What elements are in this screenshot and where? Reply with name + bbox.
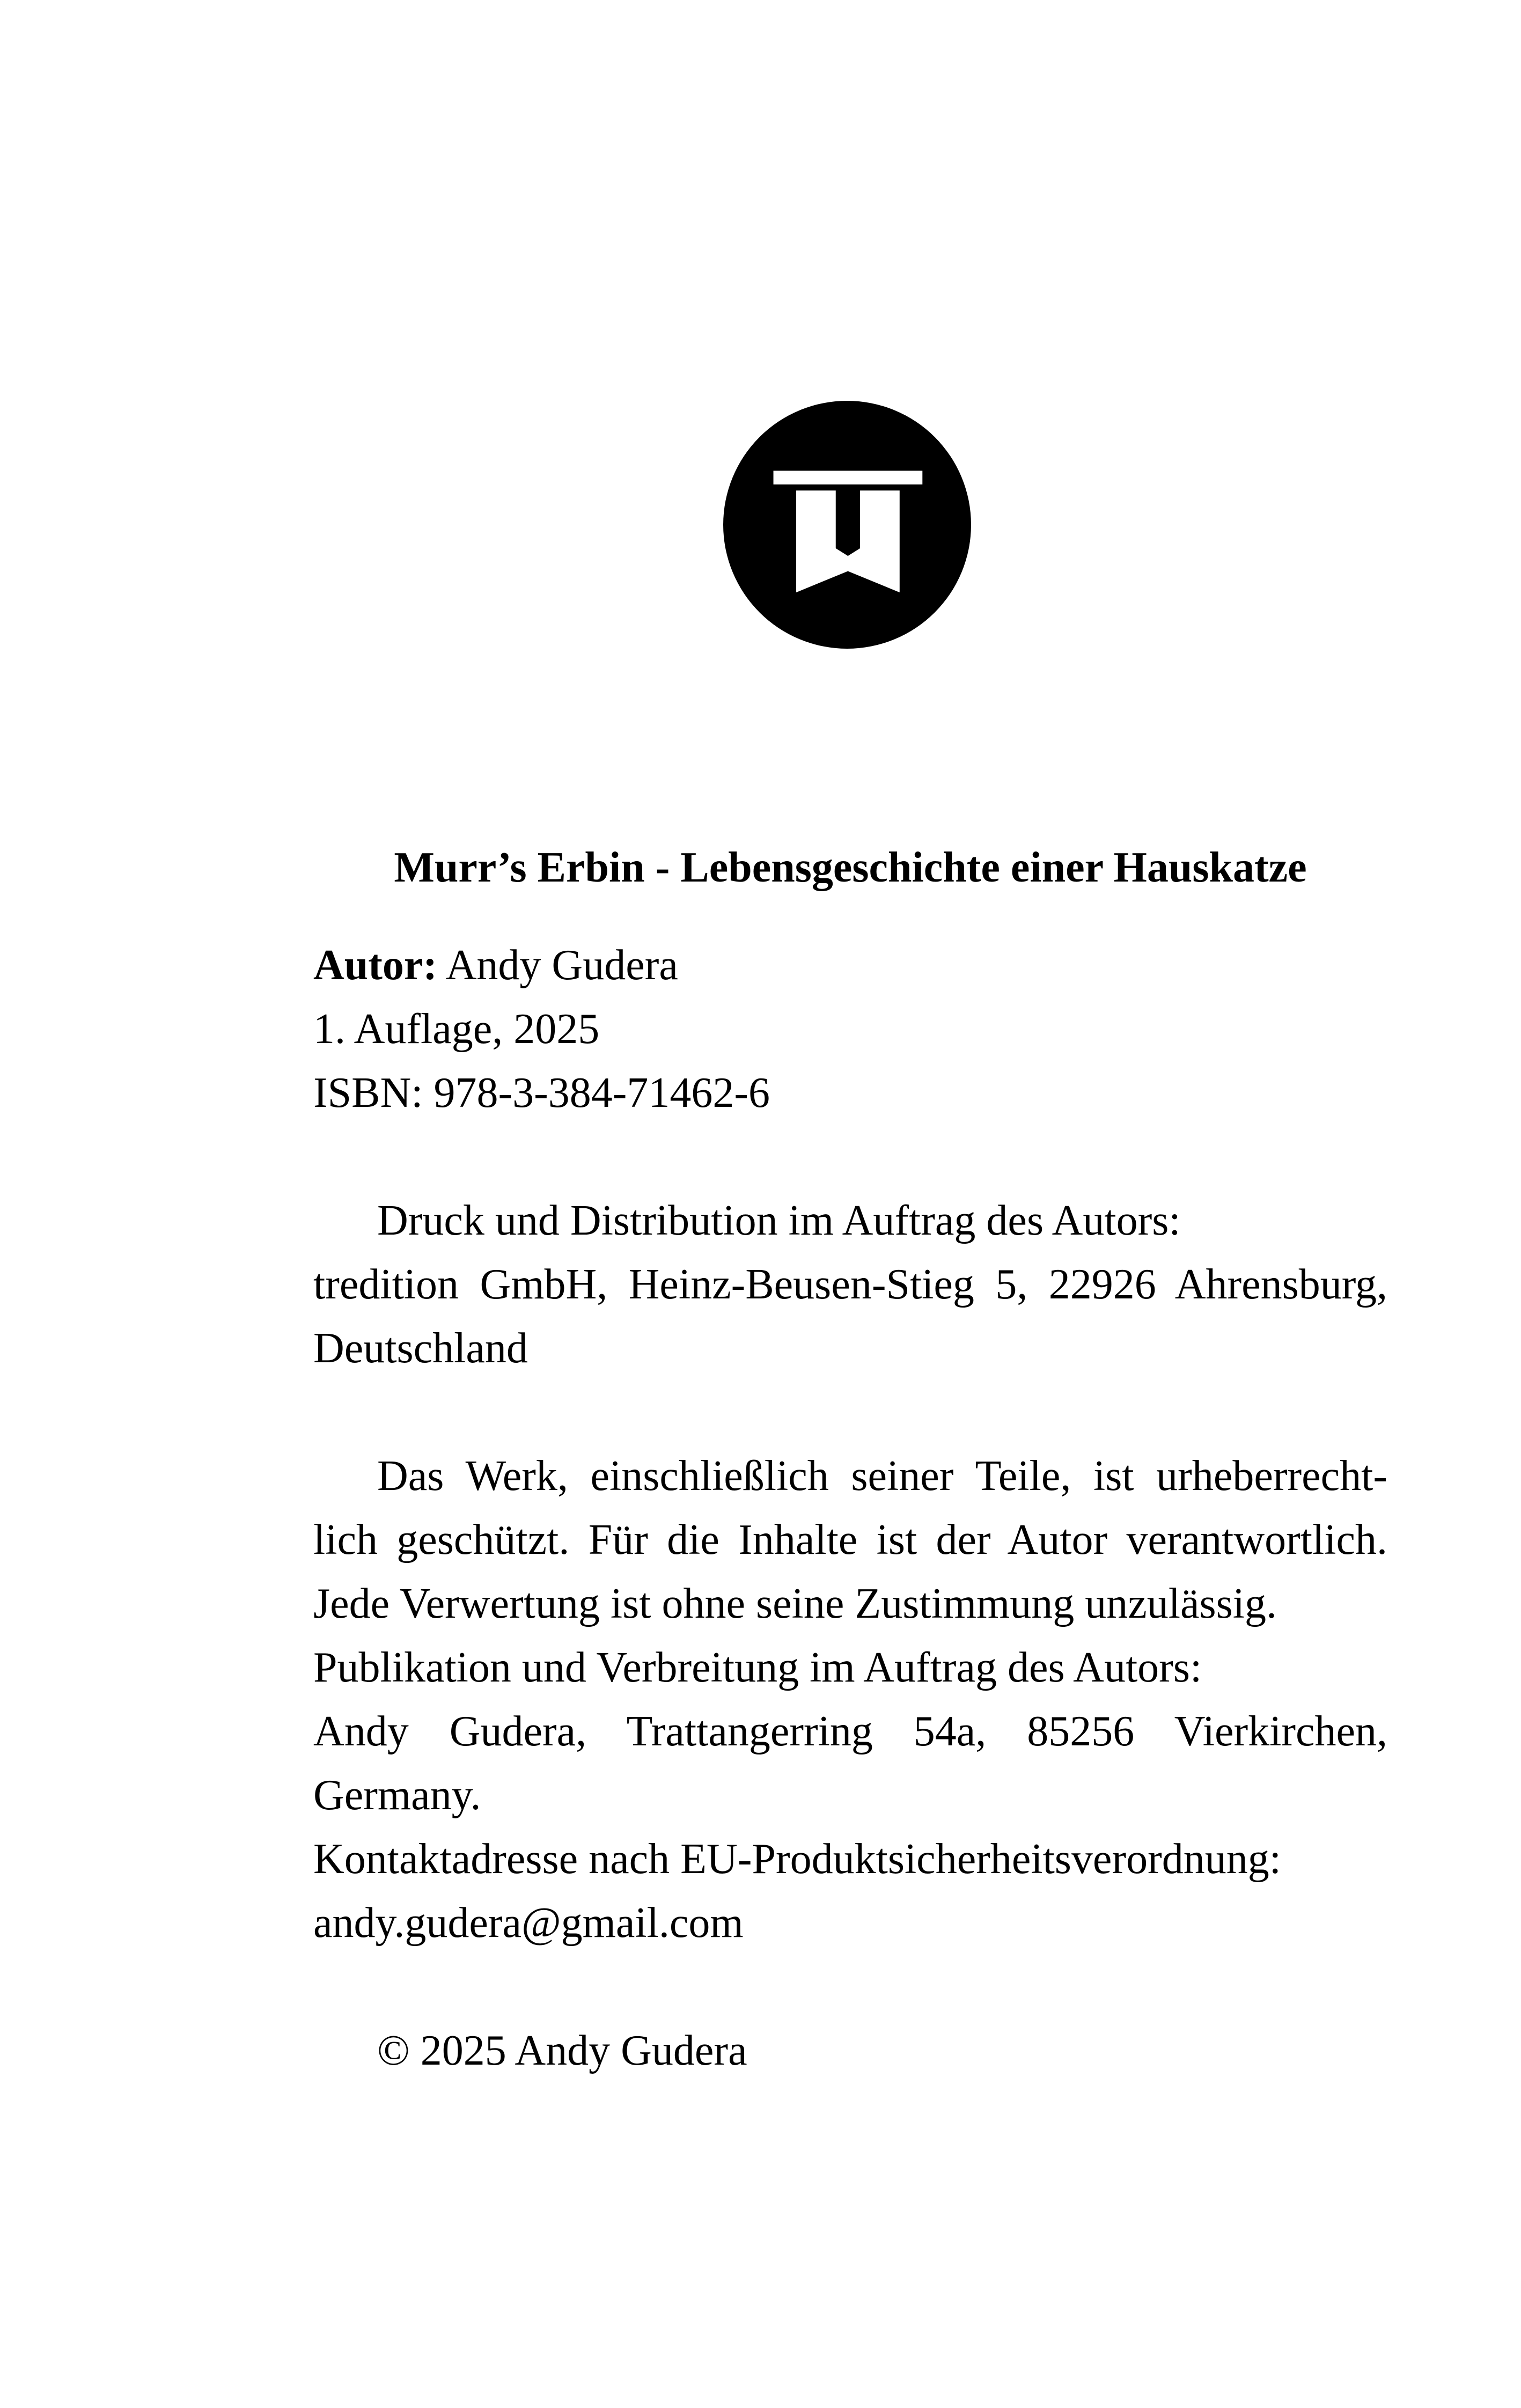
distribution-paragraph [313,1189,1387,1381]
legal-notice-line: lich geschützt. Für die Inhalte ist der Autor verantwortlich. [313,1516,1387,1563]
author-label: Autor: [313,942,438,989]
logo-circle [723,401,971,649]
legal-notice-line: Jede Verwertung ist ohne seine Zustimmung unzulässig. [313,1580,1277,1627]
isbn-line: ISBN: 978-3-384-71462-6 [313,1069,770,1117]
distribution-country-line: Deutschland [313,1325,528,1372]
contact-email: andy.gudera@gmail.com [313,1899,744,1947]
edition-line: 1. Auflage, 2025 [313,1005,600,1053]
publisher-country-line: Germany. [313,1772,481,1819]
publisher-line: Publikation und Verbreitung im Auftrag des Autors: [313,1644,1202,1691]
book-title: Murr’s Erbin - Lebensgeschichte einer Hauskatze [394,844,1307,891]
imprint-column [313,934,1387,2083]
contact-label-line: Kontaktadresse nach EU-Produktsicherheitsverordnung: [313,1836,1281,1883]
publisher-logo [723,401,971,649]
copyright-line: © 2025 Andy Gudera [377,2027,747,2074]
distribution-line: Druck und Distribution im Auftrag des Autors: [377,1197,1181,1244]
logo-top-bar [774,471,923,484]
author-name: Andy Gudera [445,942,678,989]
distribution-address-line: tredition GmbH, Heinz-Beusen-Stieg 5, 22926 Ahrensburg, [313,1261,1387,1308]
book-details [313,934,1387,1125]
publisher-address-line: Andy Gudera, Trattangerring 54a, 85256 Vierkirchen, [313,1708,1387,1755]
legal-notice-line: Das Werk, einschließlich seiner Teile, ist urheberrecht- [377,1452,1387,1500]
legal-notice-paragraph [313,1444,1387,1955]
author-line [313,934,1387,997]
